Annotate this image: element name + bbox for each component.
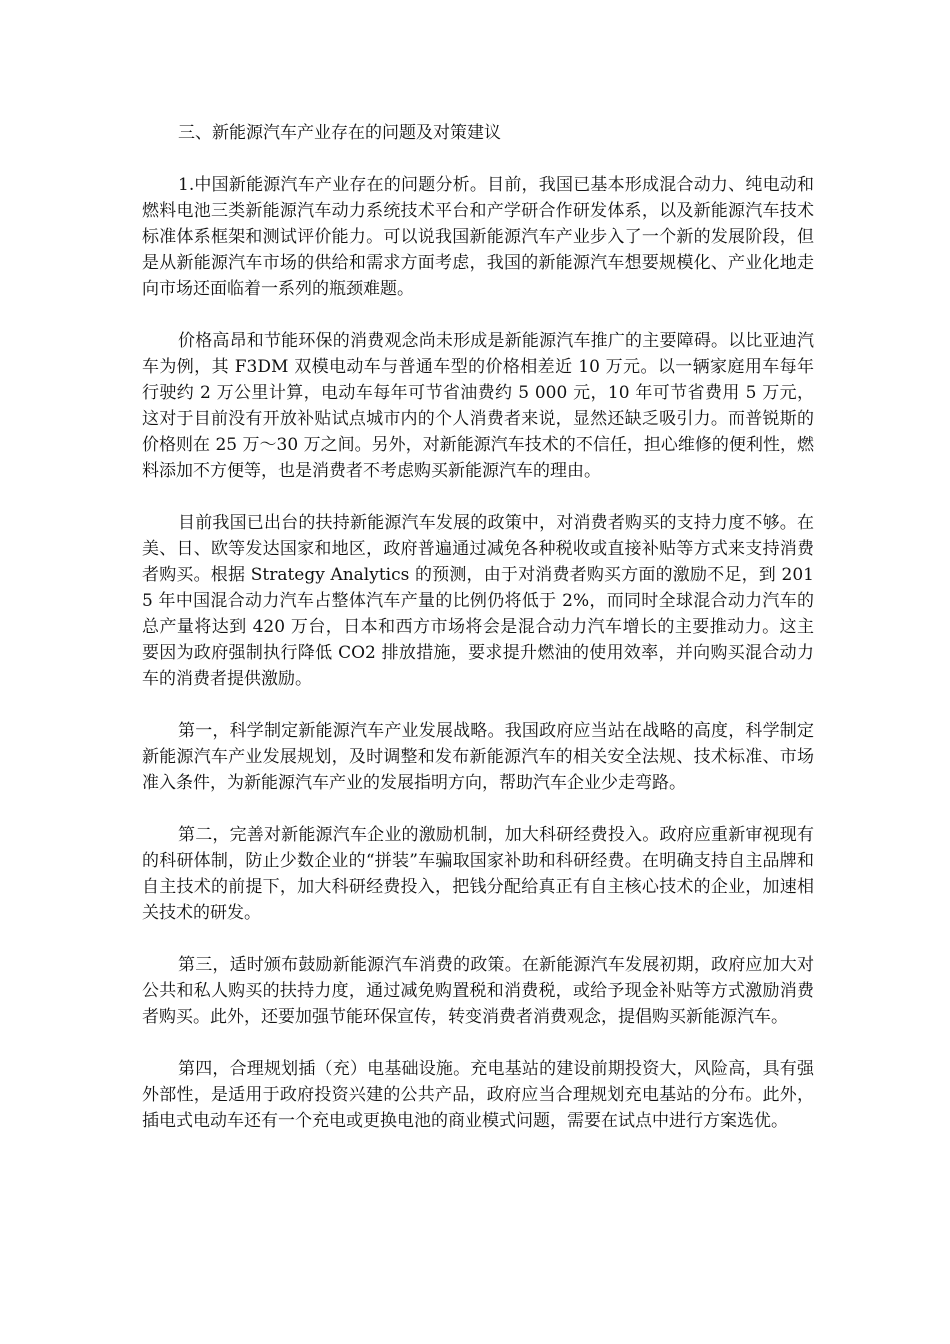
paragraph-infrastructure-fourth: 第四，合理规划插（充）电基础设施。充电基站的建设前期投资大，风险高，具有强外部性，是适用于政府投资兴建的公共产品，政府应当合理规划充电基站的分布。此外，插电式电动车还有一个充电或更换电池的商业模式问题，需要在试点中进行方案选优。 xyxy=(142,1059,814,1131)
paragraph-price-obstacle: 价格高昂和节能环保的消费观念尚未形成是新能源汽车推广的主要障碍。以比亚迪汽车为例，其 F3DM 双模电动车与普通车型的价格相差近 10 万元。以一辆家庭用车每年行驶约 2 万公里计算，电动车每年可节省油费约 5 000 元，10 年可节省费用 5 万元，这对于目前没有开放补贴试点城市内的个人消费者来说，显然还缺乏吸引力。而普锐斯的价格则在 25 万～30 万之间。另外，对新能源汽车技术的不信任，担心维修的便利性，燃料添加不方便等，也是消费者不考虑购买新能源汽车的理由。 xyxy=(142,331,814,481)
paragraph-strategy-first: 第一，科学制定新能源汽车产业发展战略。我国政府应当站在战略的高度，科学制定新能源汽车产业发展规划，及时调整和发布新能源汽车的相关安全法规、技术标准、市场准入条件，为新能源汽车产业的发展指明方向，帮助汽车企业少走弯路。 xyxy=(142,721,814,793)
section-heading: 三、新能源汽车产业存在的问题及对策建议 xyxy=(178,123,501,143)
document-page xyxy=(142,120,814,1160)
paragraph-policy-support: 目前我国已出台的扶持新能源汽车发展的政策中，对消费者购买的支持力度不够。在美、日、欧等发达国家和地区，政府普遍通过减免各种税收或直接补贴等方式来支持消费者购买。根据 Strategy Analytics 的预测，由于对消费者购买方面的激励不足，到 2015 年中国混合动力汽车占整体汽车产量的比例仍将低于 2%，而同时全球混合动力汽车的总产量将达到 420 万台，日本和西方市场将会是混合动力汽车增长的主要推动力。这主要因为政府强制执行降低 CO2 排放措施，要求提升燃油的使用效率，并向购买混合动力车的消费者提供激励。 xyxy=(142,513,814,689)
paragraph-problem-analysis: 1.中国新能源汽车产业存在的问题分析。目前，我国已基本形成混合动力、纯电动和燃料电池三类新能源汽车动力系统技术平台和产学研合作研发体系，以及新能源汽车技术标准体系框架和测试评价能力。可以说我国新能源汽车产业步入了一个新的发展阶段，但是从新能源汽车市场的供给和需求方面考虑，我国的新能源汽车想要规模化、产业化地走向市场还面临着一系列的瓶颈难题。 xyxy=(142,175,814,299)
paragraph-consumption-third: 第三，适时颁布鼓励新能源汽车消费的政策。在新能源汽车发展初期，政府应加大对公共和私人购买的扶持力度，通过减免购置税和消费税，或给予现金补贴等方式激励消费者购买。此外，还要加强节能环保宣传，转变消费者消费观念，提倡购买新能源汽车。 xyxy=(142,955,814,1027)
paragraph-incentive-second: 第二，完善对新能源汽车企业的激励机制，加大科研经费投入。政府应重新审视现有的科研体制，防止少数企业的“拼装”车骗取国家补助和科研经费。在明确支持自主品牌和自主技术的前提下，加大科研经费投入，把钱分配给真正有自主核心技术的企业，加速相关技术的研发。 xyxy=(142,825,814,923)
